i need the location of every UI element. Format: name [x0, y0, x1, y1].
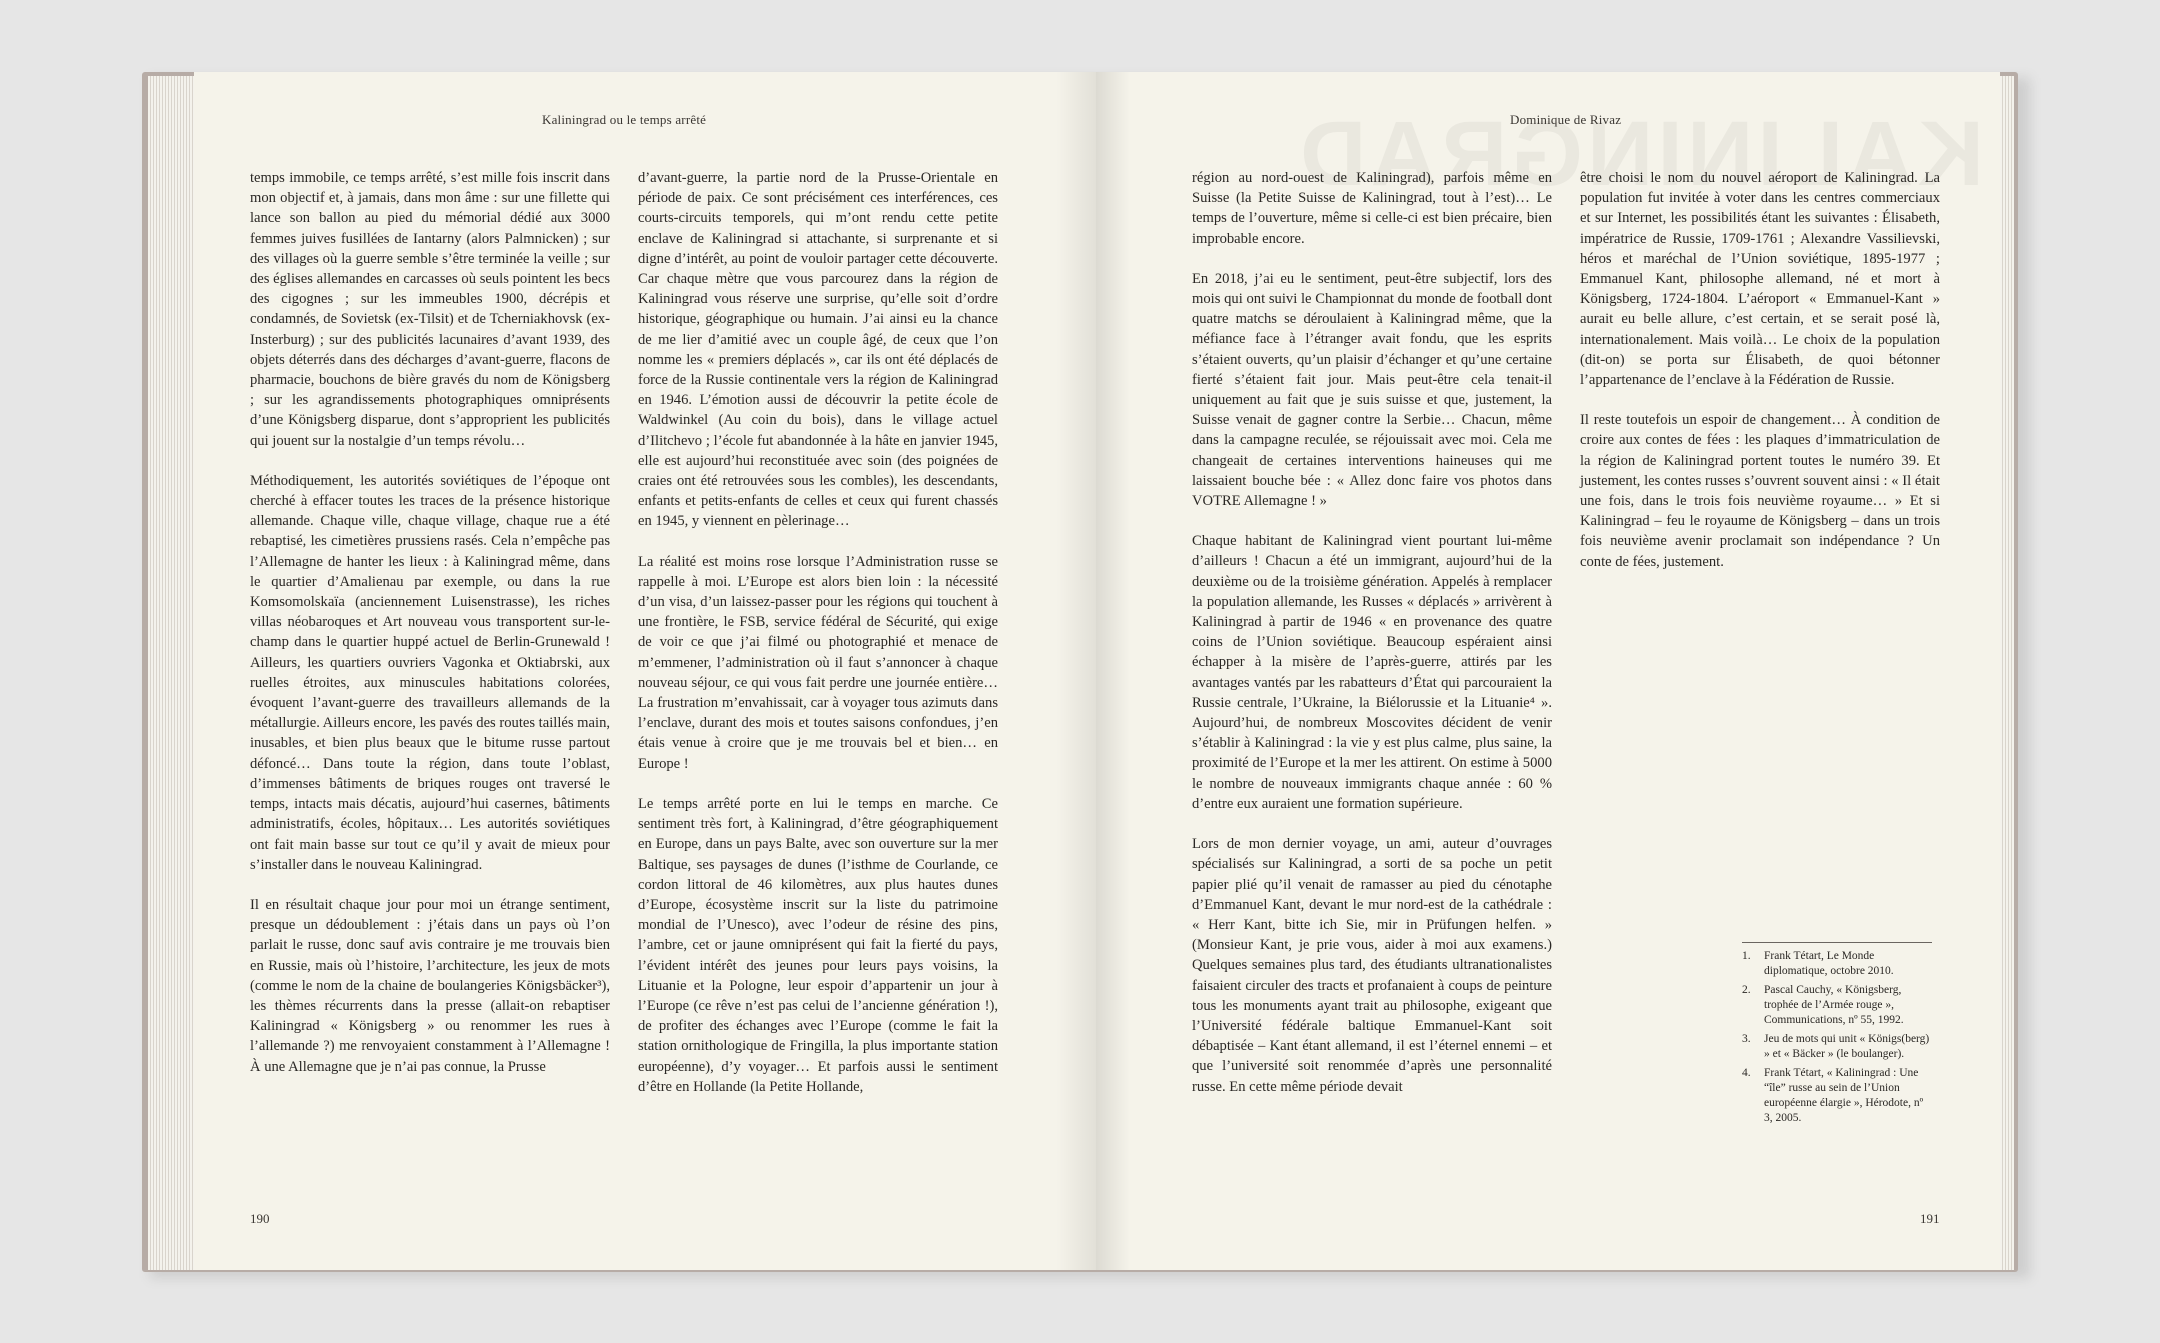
paragraph: être choisi le nom du nouvel aéroport de Kaliningrad. La population fut invitée à voter dans les centres commerciaux et sur Internet, les possibilités étant les suivantes : Élisabeth, impératrice de Russie, 1709-1761 ; Alexandre Vassilievski, héros et maréchal de l’Union soviétique, 1895-1977 ; Emmanuel Kant, philosophe allemand, né et mort à Königsberg, 1724-1804. L’aéroport « Emmanuel-Kant » aurait eu belle allure, c’est certain, et se serait posé là, internationalement. Mais voilà… Le choix de la population (dit-on) se porta sur Élisabeth, de quoi bétonner l’appartenance de l’enclave à la Fédération de Russie.: [1580, 170, 1940, 389]
paragraph: Chaque habitant de Kaliningrad vient pourtant lui-même d’ailleurs ! Chacun a été un immigrant, aujourd’hui de la deuxième ou de la troisième génération. Appelés à remplacer la population allemande, les Russes « déplacés » arrivèrent à Kaliningrad à partir de 1946 « en provenance des quatre coins de l’Union soviétique. Beaucoup espéraient ainsi échapper à la misère de l’après-guerre, attirés par les avantages vantés par les rabatteurs d’État qui parcouraient la Russie centrale, l’Ukraine, la Biélorussie et la Lituanie⁴ ». Aujourd’hui, de nombreux Moscovites décident de venir s’établir à Kaliningrad : la vie y est plus calme, plus saine, la proximité de l’Europe et la mer les attirent. On estime à 5000 le nombre de nouveaux immigrants chaque année : 60 % d’entre eux auraient une formation supérieure.: [1192, 533, 1552, 812]
paragraph: Il reste toutefois un espoir de changement… À condition de croire aux contes de fées : les plaques d’immatriculation de la région de Kaliningrad portent toutes le numéro 39. Et justement, les contes russes s’ouvrent souvent ainsi : « Il était une fois, dans le trois fois neuvième royaume… » Et si Kaliningrad – feu le royaume de Königsberg – dans un trois fois neuvième avenir proclamait son indépendance ? Un conte de fées, justement.: [1580, 412, 1940, 570]
footnote: [1742, 1066, 1932, 1126]
paragraph: Le temps arrêté porte en lui le temps en marche. Ce sentiment très fort, à Kaliningrad, d’être géographiquement en Europe, dans un pays Balte, avec son ouverture sur la mer Baltique, ses paysages de dunes (l’isthme de Courlande, ce cordon littoral de 46 kilomètres, aux plus hautes dunes d’Europe, écosystème inscrit sur la liste du patrimoine mondial de l’Unesco), avec l’odeur de résine des pins, l’ambre, cet or jaune omniprésent qui fait la fierté du pays, l’évident intérêt des jeunes pour leurs pays voisins, la Lituanie et la Pologne, leur espoir d’appartenir un jour à l’Europe (ce rêve n’est pas celui de l’ancienne génération !), de profiter des échanges avec l’Europe (comme le fait la station ornithologique de Fringilla, la plus importante station européenne), d’y voyager… Et parfois aussi le sentiment d’être en Hollande (la Petite Hollande,: [638, 795, 998, 1095]
paragraph: Lors de mon dernier voyage, un ami, auteur d’ouvrages spécialisés sur Kaliningrad, a sorti de sa poche un petit papier plié qu’il venait de ramasser au pied du cénotaphe d’Emmanuel Kant, devant le mur nord-est de la cathédrale : « Herr Kant, bitte ich Sie, mir in Prüfungen helfen. » (Monsieur Kant, je prie vous, aider à moi aux examens.) Quelques semaines plus tard, des étudiants ultranationalistes faisaient circuler des tracts et profanaient à coups de peinture tous les monuments ayant trait au philosophe, exigeant que l’Université fédérale baltique Emmanuel-Kant soit débaptisée – Kant étant allemand, il est l’éternel ennemi – et que l’université soit renommée d’après une personnalité russe. En cette même période devait: [1192, 836, 1552, 1095]
page-edges-right: [2000, 76, 2014, 1270]
text-column-2: [638, 168, 998, 1117]
footnote-text: Frank Tétart, « Kaliningrad : Une “île” russe au sein de l’Union européenne élargie », Hérodote, nº 3, 2005.: [1764, 1067, 1924, 1124]
page-edges-left: [148, 76, 194, 1270]
paragraph: temps immobile, ce temps arrêté, s’est mille fois inscrit dans mon objectif et, à jamais, dans mon âme : sur une fillette qui lance son ballon au pied du mémorial dédié aux 3000 femmes juives fusillées de Iantarny (alors Palmnicken) ; sur des villages où la guerre semble s’être terminée la veille ; sur des églises allemandes en carcasses où seuls pointent les becs des cigognes ; sur les immeubles 1900, décrépis et condamnés, de Sovietsk (ex-Tilsit) et de Tcherniakhovsk (ex-Insterburg) ; sur des publicités lacunaires d’avant 1939, des objets déterrés dans des décharges d’avant-guerre, flacons de pharmacie, bouchons de bière gravés du nom de Königsberg ; sur les agrandissements photographiques omniprésents d’une Königsberg disparue, dont s’approprient les publicités qui jouent sur la nostalgie d’un temps révolu…: [250, 170, 610, 449]
gutter-shadow: [1056, 72, 1096, 1270]
left-page: [194, 72, 1096, 1270]
paragraph: Méthodiquement, les autorités soviétiques de l’époque ont cherché à effacer toutes les traces de la présence historique allemande. Chaque ville, chaque village, chaque rue a été rebaptisé, les cimetières prussiens rasés. Cela n’empêche pas l’Allemagne de hanter les lieux : à Kaliningrad même, dans le quartier d’Amalienau par exemple, ou dans la rue Komsomolskaïa (anciennement Luisenstrasse), les riches villas néobaroques et Art nouveau vous transportent sur-le-champ dans le quartier huppé actuel de Berlin-Grunewald ! Ailleurs, les quartiers ouvriers Vagonka et Oktiabrski, aux ruelles étroites, aux minuscules habitations colorées, évoquent l’avant-guerre des travailleurs allemands de la métallurgie. Ailleurs encore, les pavés des routes taillés main, inusables, et bien plus beaux que le bitume russe partout défoncé… Dans toute la région, dans toute l’oblast, d’immenses bâtiments de briques rouges ont traversé le temps, intacts mais décatis, aujourd’hui casernes, bâtiments administratifs, écoles, hôpitaux… Les autorités soviétiques ont fait main basse sur tout ce qu’il y avait de mieux pour s’installer dans le nouveau Kaliningrad.: [250, 472, 611, 873]
footnote: [1742, 949, 1932, 979]
paragraph: Il en résultait chaque jour pour moi un étrange sentiment, presque un dédoublement : j’étais dans un pays où l’on parlait le russe, donc sauf avis contraire je me trouvais bien en Russie, mais où l’histoire, l’architecture, les jeux de mots (comme le nom de la chaine de boulangeries Königsbäcker³), les thèmes récurrents dans la presse (allait-on rebaptiser Kaliningrad « Königsberg » ou renommer les rues à l’allemande ?) me renvoyaient constamment à l’Allemagne ! À une Allemagne que je n’ai pas connue, la Prusse: [250, 896, 610, 1075]
text-column-1: [1192, 168, 1552, 1117]
gutter-shadow: [1096, 72, 1130, 1270]
footnotes: [1742, 942, 1932, 1130]
paragraph: région au nord-ouest de Kaliningrad), parfois même en Suisse (la Petite Suisse de Kaliningrad, tout à l’est)… Le temps de l’ouverture, même si celle-ci est bien précaire, bien improbable encore.: [1192, 170, 1552, 247]
footnote-number: 2.: [1742, 984, 1751, 996]
footnote-number: 1.: [1742, 950, 1751, 962]
page-number: 190: [250, 1211, 270, 1226]
text-column-2: [1580, 168, 1940, 592]
footnote: [1742, 1032, 1932, 1062]
footnote: [1742, 983, 1932, 1028]
footnote-number: 3.: [1742, 1033, 1751, 1045]
footnote-text: Jeu de mots qui unit « Königs(berg) » et « Bäcker » (le boulanger).: [1764, 1033, 1930, 1060]
right-page: [1096, 72, 2000, 1270]
text-column-1: [250, 168, 610, 1097]
running-head: Kaliningrad ou le temps arrêté: [542, 112, 707, 127]
running-head: Dominique de Rivaz: [1510, 112, 1622, 127]
paragraph: d’avant-guerre, la partie nord de la Prusse-Orientale en période de paix. Ce sont précisément ces interférences, ces courts-circuits temporels, qui m’ont rendu cette petite enclave de Kaliningrad si attachante, si surprenante et si digne d’intérêt, au point de vouloir partager cette découverte. Car chaque mètre que vous parcourez dans la région de Kaliningrad vous réserve une surprise, qu’elle soit d’ordre historique, géographique ou humain. J’ai ainsi eu la chance de me lier d’amitié avec un couple âgé, de ceux que l’on nomme les « premiers déplacés », car ils ont été déplacés de force de la Russie continentale vers la région de Kaliningrad en 1946. L’émotion aussi de découvrir la petite école de Waldwinkel (Au coin du bois), dans le village actuel d’Ilitchevo ; l’école fut abandonnée à la hâte en janvier 1945, elle est aujourd’hui reconstituée avec soin (des poignées de craies ont été retrouvées sous les combles), les descendants, enfants et petits-enfants de celles et ceux qui furent chassés en 1945, y viennent en pèlerinage…: [638, 170, 998, 530]
footnote-text: Pascal Cauchy, « Königsberg, trophée de l’Armée rouge », Communications, nº 55, 1992.: [1764, 984, 1904, 1026]
paragraph: En 2018, j’ai eu le sentiment, peut-être subjectif, lors des mois qui ont suivi le Championnat du monde de football dont quatre matchs se déroulaient à Kaliningrad même, que la méfiance face à l’étranger avait fondu, que les esprits s’étaient ouverts, qu’un plaisir d’échanger et qu’une certaine fierté s’étaient fait jour. Mais peut-être cela tenait-il uniquement au fait que je suis suisse et que, justement, la Suisse venait de gagner contre la Serbie… Chacun, même dans la campagne reculée, se réjouissait avec moi. Cela me changeait de certaines interventions haineuses qui me laissaient bouche bée : « Allez donc faire vos photos dans VOTRE Allemagne ! »: [1192, 270, 1552, 510]
footnote-number: 4.: [1742, 1067, 1751, 1079]
page-number: 191: [1920, 1211, 1940, 1226]
paragraph: La réalité est moins rose lorsque l’Administration russe se rappelle à moi. L’Europe est alors bien loin : la nécessité d’un visa, d’un laissez-passer pour les régions qui touchent à une frontière, le FSB, service fédéral de Sécurité, qui exige de voir ce que j’ai filmé ou photographié et menace de m’emmener, l’administration où il faut s’annoncer à chaque nouveau séjour, ce qui vous fait perdre une journée entière… La frustration m’envahissait, car à voyager tous azimuts dans l’enclave, durant des mois et toutes saisons confondues, j’en étais venue à croire que je me trouvais bel et bien… en Europe !: [638, 553, 998, 772]
footnote-text: Frank Tétart, Le Monde diplomatique, octobre 2010.: [1764, 950, 1894, 977]
